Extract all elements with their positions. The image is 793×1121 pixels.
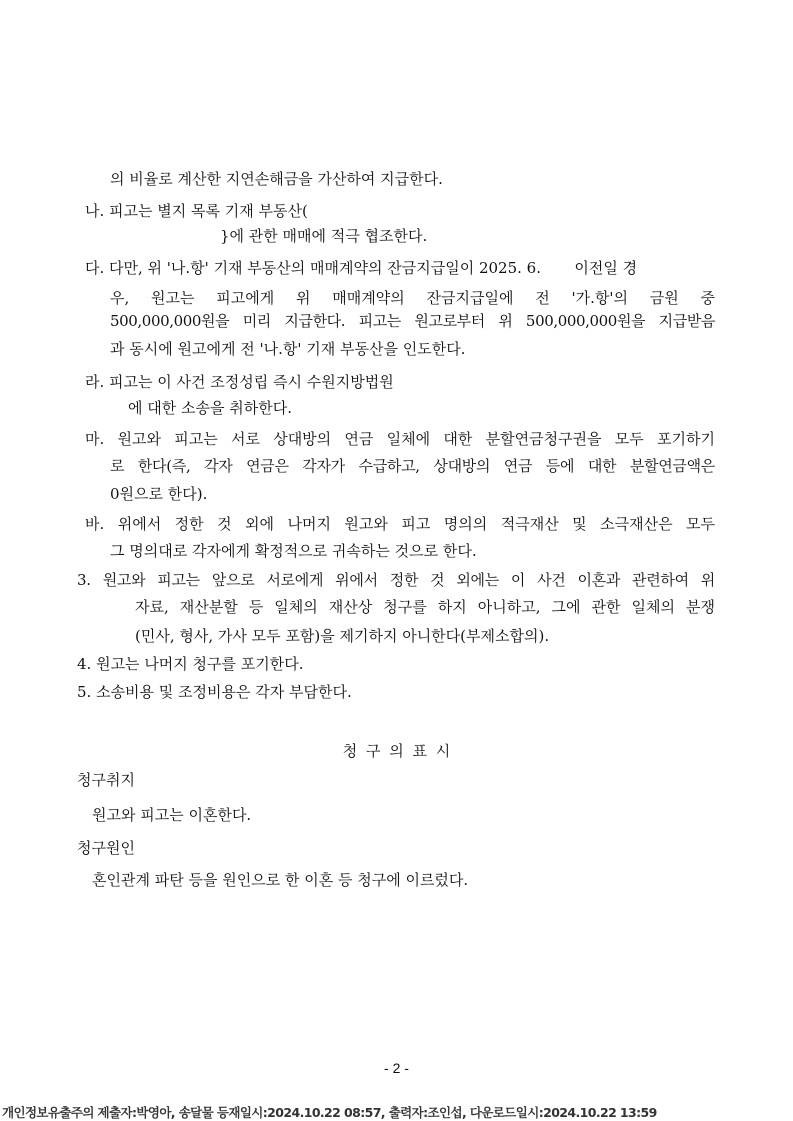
claim-purpose: 원고와 피고는 이혼한다.: [92, 806, 252, 824]
claim-cause: 혼인관계 파탄 등을 원인으로 한 이혼 등 청구에 이르렀다.: [92, 871, 469, 889]
claim-title: 청 구 의 표 시: [342, 742, 451, 760]
page-number: - 2 -: [384, 1060, 409, 1076]
item-5: 5. 소송비용 및 조정비용은 각자 부담한다.: [77, 683, 352, 701]
item-da: 다. 다만, 위 '나.항' 기재 부동산의 매매계약의 잔금지급일이 2025. 6. 이전일 경: [85, 259, 638, 277]
text-line: 로 한다(즉, 각자 연금은 각자가 수급하고, 상대방의 연금 등에 대한 분할연금액은: [110, 457, 715, 475]
claim-purpose-heading: 청구취지: [77, 771, 135, 789]
text-line: 과 동시에 원고에게 전 '나.항' 기재 부동산을 인도한다.: [110, 340, 466, 358]
text-line: 그 명의대로 각자에게 확정적으로 귀속하는 것으로 한다.: [110, 542, 477, 560]
item-3: 3. 원고와 피고는 앞으로 서로에게 위에서 정한 것 외에는 이 사건 이혼과 관련하여 위: [77, 571, 715, 589]
footer-watermark: 개인정보유출주의 제출자:박영아, 송달물 등재일시:2024.10.22 08:57, 출력자:조인섭, 다운로드일시:2024.10.22 13:59: [2, 1105, 657, 1120]
item-na: 나. 피고는 별지 목록 기재 부동산(: [85, 202, 308, 220]
text-line: (민사, 형사, 가사 모두 포함)을 제기하지 아니한다(부제소합의).: [135, 627, 550, 645]
item-4: 4. 원고는 나머지 청구를 포기한다.: [77, 655, 304, 673]
item-ba: 바. 위에서 정한 것 외에 나머지 원고와 피고 명의의 적극재산 및 소극재산은 모두: [85, 515, 715, 533]
text-line: 0원으로 한다).: [110, 485, 208, 503]
item-ra: 라. 피고는 이 사건 조정성립 즉시 수원지방법원: [85, 373, 394, 391]
claim-cause-heading: 청구원인: [77, 839, 135, 857]
text-line: 자료, 재산분할 등 일체의 재산상 청구를 하지 아니하고, 그에 관한 일체의 분쟁: [135, 598, 715, 616]
text-line: 의 비율로 계산한 지연손해금을 가산하여 지급한다.: [110, 170, 443, 188]
text-line: 500,000,000원을 미리 지급한다. 피고는 원고로부터 위 500,000,000원을 지급받음: [110, 312, 715, 330]
text-line: 우, 원고는 피고에게 위 매매계약의 잔금지급일에 전 '가.항'의 금원 중: [110, 289, 715, 307]
text-line: 에 대한 소송을 취하한다.: [128, 399, 292, 417]
text-line: }에 관한 매매에 적극 협조한다.: [220, 227, 428, 245]
item-ma: 마. 원고와 피고는 서로 상대방의 연금 일체에 대한 분할연금청구권을 모두 포기하기: [85, 430, 715, 448]
